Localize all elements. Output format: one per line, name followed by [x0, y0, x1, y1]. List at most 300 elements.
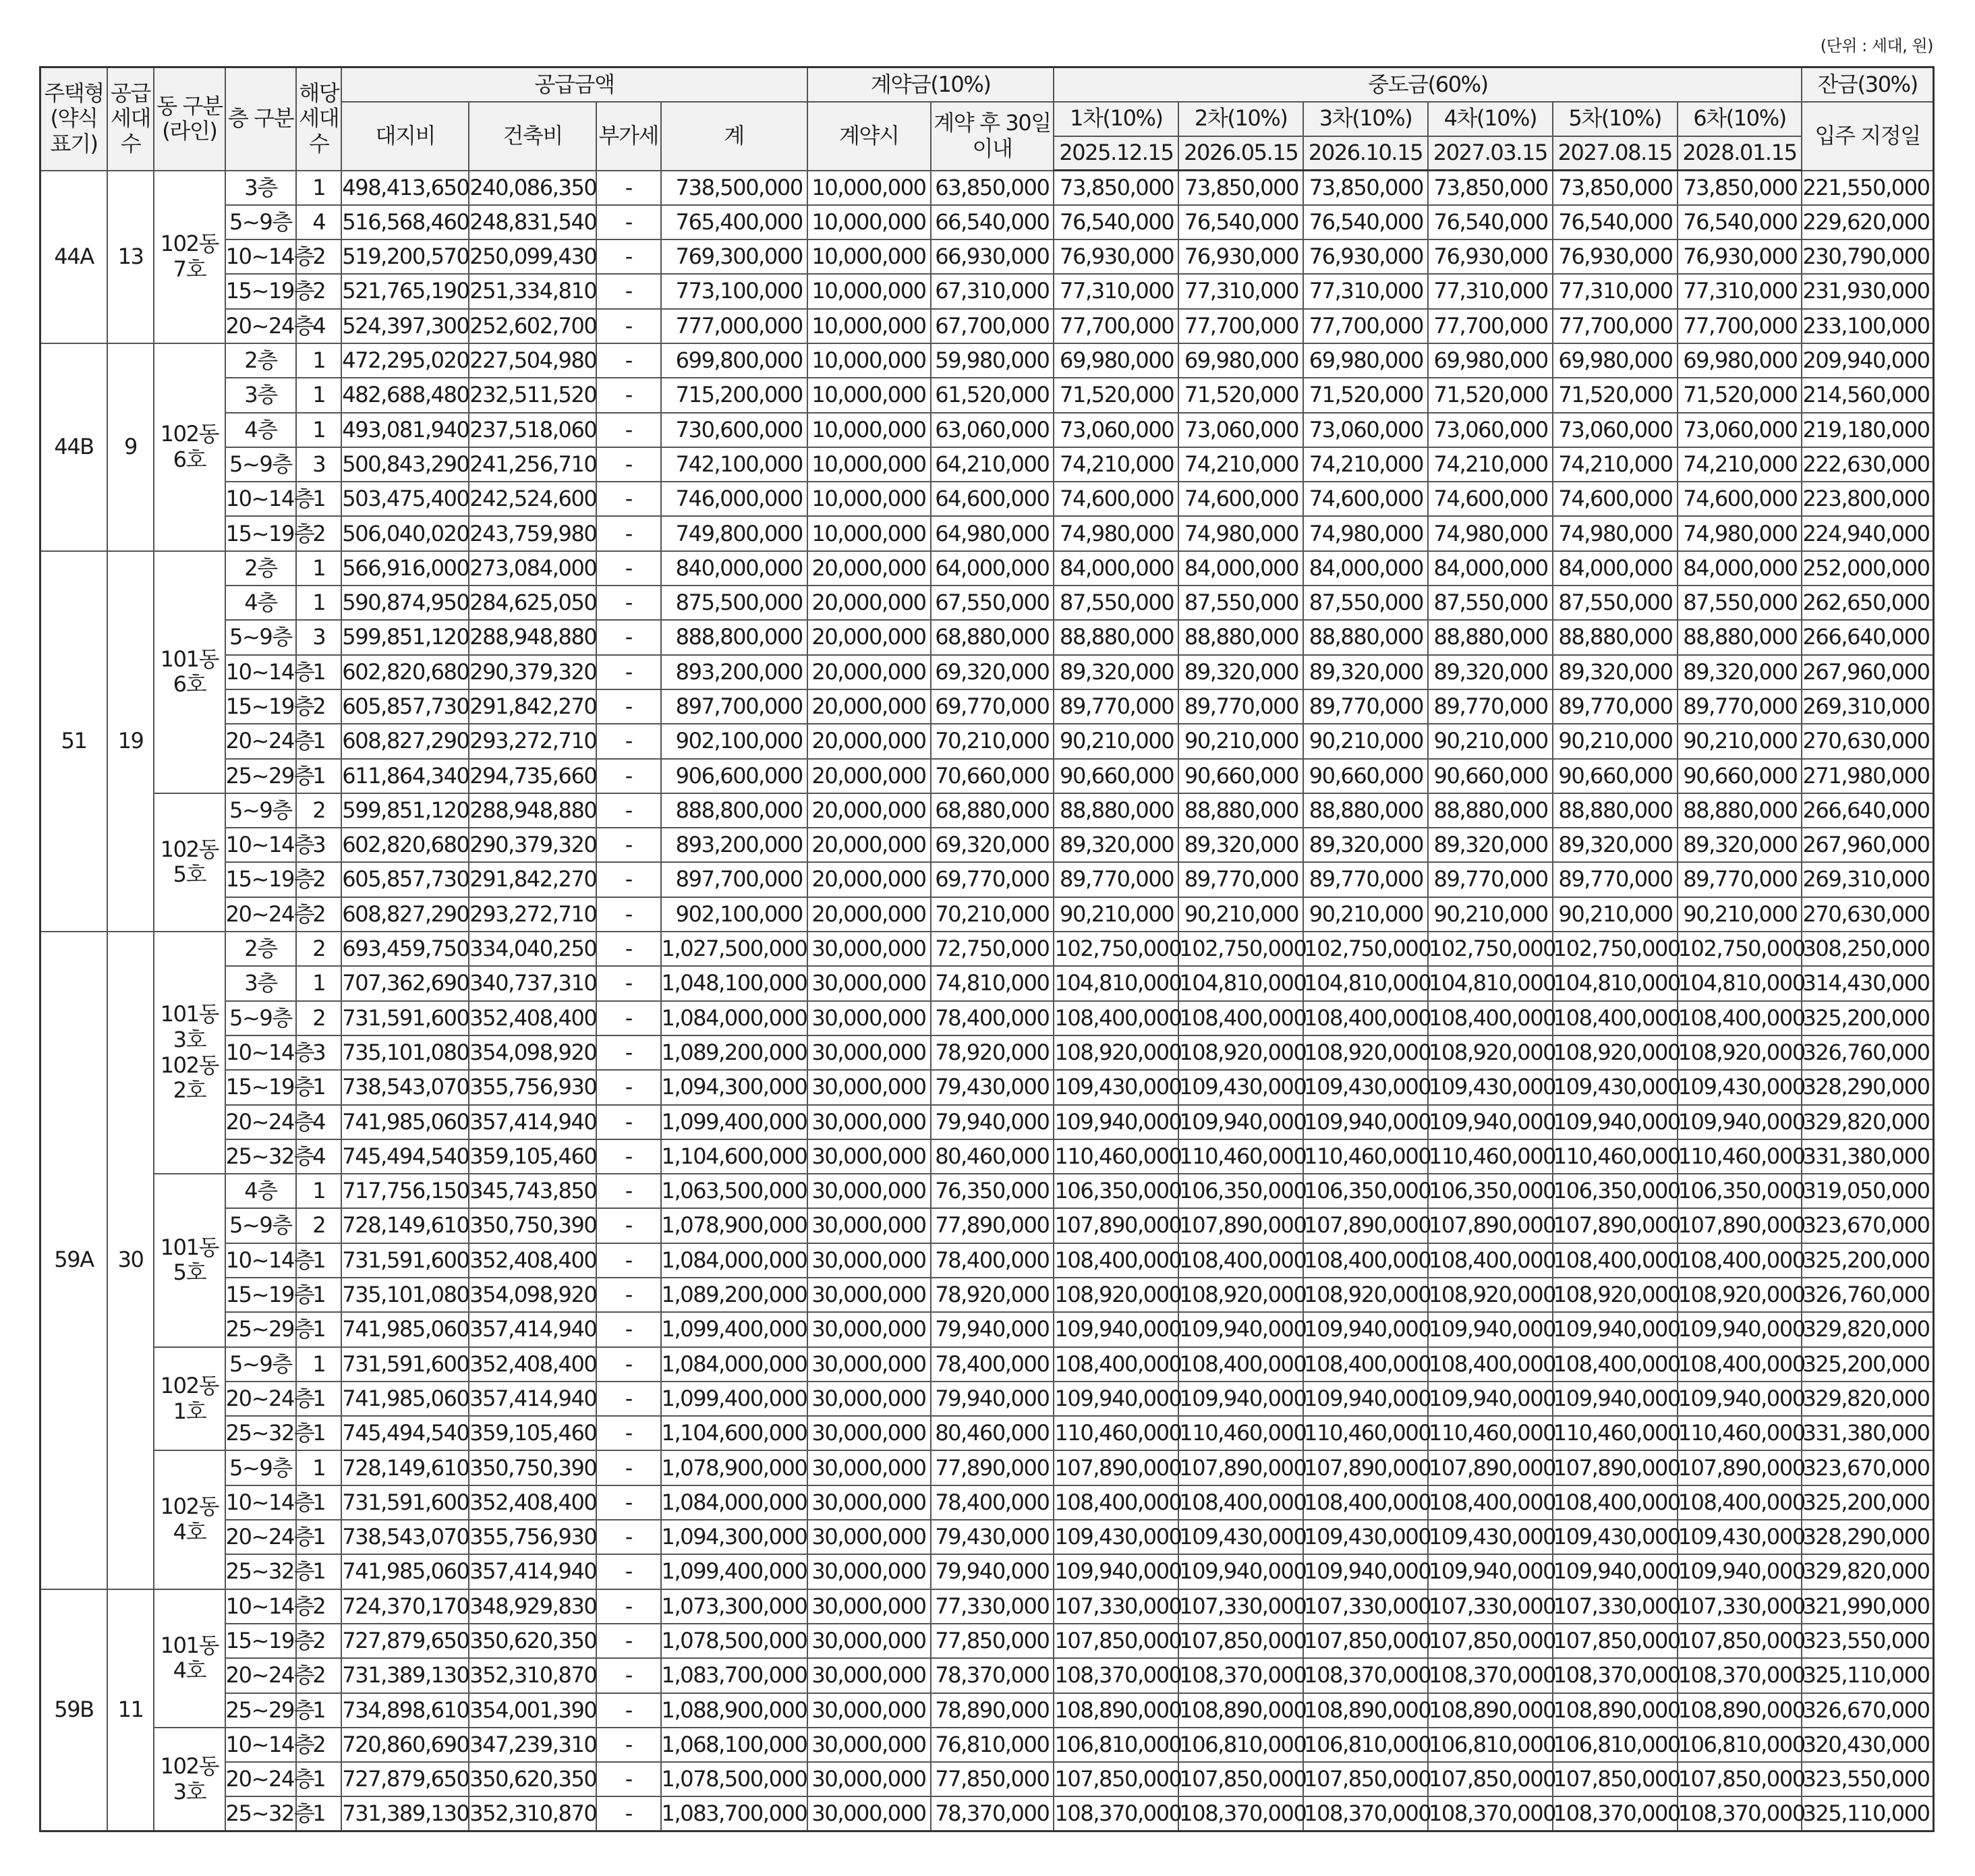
middle-payment-5-cell: 104,810,000 [1553, 966, 1678, 1000]
middle-payment-3-cell: 108,400,000 [1303, 1243, 1428, 1278]
table-row [40, 966, 1934, 1000]
building-cost-cell: 359,105,460 [469, 1416, 596, 1450]
vat-cell: - [596, 793, 660, 828]
table-row [40, 759, 1934, 793]
floor-cell: 15~19층 [225, 516, 297, 550]
middle-payment-2-cell: 104,810,000 [1178, 966, 1303, 1000]
building-cost-cell: 227,504,980 [469, 343, 596, 378]
col-building-cost: 건축비 [469, 102, 596, 171]
middle-payment-2-cell: 109,430,000 [1178, 1520, 1303, 1554]
middle-payment-4-cell: 109,430,000 [1428, 1070, 1553, 1104]
deposit-at-cell: 30,000,000 [807, 1520, 931, 1554]
balance-cell: 231,930,000 [1802, 274, 1933, 308]
middle-payment-3-cell: 109,430,000 [1303, 1520, 1428, 1554]
total-cell: 1,089,200,000 [661, 1278, 807, 1312]
building-cost-cell: 237,518,060 [469, 413, 596, 447]
table-row [40, 1174, 1934, 1208]
floor-cell: 5~9층 [225, 1208, 297, 1243]
supply-units-cell: 13 [107, 171, 154, 343]
building-cost-cell: 293,272,710 [469, 897, 596, 932]
middle-payment-3-cell: 110,460,000 [1303, 1416, 1428, 1450]
middle-payment-4-cell: 90,210,000 [1428, 897, 1553, 932]
balance-cell: 223,800,000 [1802, 482, 1933, 516]
building-cost-cell: 354,098,920 [469, 1278, 596, 1312]
floor-cell: 10~14층 [225, 482, 297, 516]
middle-payment-5-cell: 102,750,000 [1553, 932, 1678, 966]
middle-payment-3-cell: 108,400,000 [1303, 1001, 1428, 1035]
middle-payment-2-cell: 110,460,000 [1178, 1416, 1303, 1450]
middle-payment-3-cell: 108,400,000 [1303, 1485, 1428, 1520]
middle-payment-2-cell: 108,400,000 [1178, 1001, 1303, 1035]
land-cost-cell: 506,040,020 [341, 516, 469, 550]
col-vat: 부가세 [596, 102, 660, 171]
table-row [40, 1693, 1934, 1728]
land-cost-cell: 524,397,300 [341, 309, 469, 343]
vat-cell: - [596, 516, 660, 550]
units-cell: 2 [296, 689, 341, 724]
building-cost-cell: 291,842,270 [469, 862, 596, 897]
middle-payment-2-cell: 90,210,000 [1178, 897, 1303, 932]
land-cost-cell: 605,857,730 [341, 862, 469, 897]
middle-payment-1-cell: 89,320,000 [1054, 655, 1178, 689]
middle-payment-3-cell: 88,880,000 [1303, 793, 1428, 828]
vat-cell: - [596, 1208, 660, 1243]
middle-payment-5-cell: 109,430,000 [1553, 1520, 1678, 1554]
middle-payment-5-cell: 106,810,000 [1553, 1728, 1678, 1762]
vat-cell: - [596, 274, 660, 308]
balance-cell: 331,380,000 [1802, 1416, 1933, 1450]
col-deposit: 계약금(10%) [807, 67, 1054, 102]
middle-payment-5-cell: 108,400,000 [1553, 1243, 1678, 1278]
total-cell: 1,027,500,000 [661, 932, 807, 966]
col-middle-1: 1차(10%) [1054, 102, 1178, 136]
total-cell: 893,200,000 [661, 655, 807, 689]
middle-payment-3-cell: 107,890,000 [1303, 1208, 1428, 1243]
middle-payment-6-cell: 109,940,000 [1678, 1382, 1802, 1416]
table-row [40, 413, 1934, 447]
middle-payment-6-cell: 108,400,000 [1678, 1347, 1802, 1382]
col-middle-5-date: 2027.08.15 [1553, 136, 1678, 171]
deposit-at-cell: 30,000,000 [807, 1693, 931, 1728]
building-cost-cell: 291,842,270 [469, 689, 596, 724]
middle-payment-1-cell: 108,400,000 [1054, 1347, 1178, 1382]
land-cost-cell: 693,459,750 [341, 932, 469, 966]
middle-payment-5-cell: 109,940,000 [1553, 1554, 1678, 1589]
building-cost-cell: 352,408,400 [469, 1001, 596, 1035]
units-cell: 1 [296, 724, 341, 758]
middle-payment-1-cell: 109,940,000 [1054, 1554, 1178, 1589]
balance-cell: 320,430,000 [1802, 1728, 1933, 1762]
units-cell: 1 [296, 655, 341, 689]
vat-cell: - [596, 932, 660, 966]
table-row [40, 482, 1934, 516]
land-cost-cell: 745,494,540 [341, 1416, 469, 1450]
land-cost-cell: 724,370,170 [341, 1589, 469, 1624]
units-cell: 4 [296, 1139, 341, 1174]
deposit-after-cell: 76,350,000 [931, 1174, 1054, 1208]
deposit-after-cell: 78,370,000 [931, 1658, 1054, 1693]
building-cost-cell: 355,756,930 [469, 1070, 596, 1104]
vat-cell: - [596, 1693, 660, 1728]
deposit-at-cell: 30,000,000 [807, 1658, 931, 1693]
table-row [40, 793, 1934, 828]
middle-payment-5-cell: 107,850,000 [1553, 1624, 1678, 1658]
middle-payment-2-cell: 108,370,000 [1178, 1658, 1303, 1693]
table-row [40, 1624, 1934, 1658]
deposit-at-cell: 20,000,000 [807, 828, 931, 862]
deposit-after-cell: 77,850,000 [931, 1762, 1054, 1796]
deposit-at-cell: 30,000,000 [807, 1554, 931, 1589]
middle-payment-6-cell: 107,890,000 [1678, 1450, 1802, 1485]
total-cell: 769,300,000 [661, 239, 807, 274]
building-line-cell: 102동 7호 [154, 171, 225, 343]
deposit-at-cell: 30,000,000 [807, 1728, 931, 1762]
middle-payment-3-cell: 89,320,000 [1303, 655, 1428, 689]
middle-payment-1-cell: 90,210,000 [1054, 724, 1178, 758]
deposit-at-cell: 10,000,000 [807, 274, 931, 308]
units-cell: 2 [296, 897, 341, 932]
land-cost-cell: 599,851,120 [341, 620, 469, 654]
building-cost-cell: 347,239,310 [469, 1728, 596, 1762]
middle-payment-3-cell: 90,210,000 [1303, 724, 1428, 758]
middle-payment-2-cell: 108,400,000 [1178, 1347, 1303, 1382]
middle-payment-1-cell: 73,060,000 [1054, 413, 1178, 447]
middle-payment-2-cell: 107,850,000 [1178, 1762, 1303, 1796]
land-cost-cell: 728,149,610 [341, 1208, 469, 1243]
table-row [40, 862, 1934, 897]
building-cost-cell: 352,408,400 [469, 1485, 596, 1520]
balance-cell: 209,940,000 [1802, 343, 1933, 378]
table-row [40, 724, 1934, 758]
deposit-at-cell: 30,000,000 [807, 1174, 931, 1208]
floor-cell: 20~24층 [225, 1658, 297, 1693]
balance-cell: 321,990,000 [1802, 1589, 1933, 1624]
balance-cell: 319,050,000 [1802, 1174, 1933, 1208]
units-cell: 1 [296, 1554, 341, 1589]
total-cell: 1,099,400,000 [661, 1105, 807, 1139]
vat-cell: - [596, 620, 660, 654]
middle-payment-1-cell: 89,770,000 [1054, 689, 1178, 724]
middle-payment-6-cell: 84,000,000 [1678, 551, 1802, 586]
col-middle-3: 3차(10%) [1303, 102, 1428, 136]
middle-payment-3-cell: 108,400,000 [1303, 1347, 1428, 1382]
floor-cell: 15~19층 [225, 1278, 297, 1312]
total-cell: 897,700,000 [661, 862, 807, 897]
middle-payment-4-cell: 104,810,000 [1428, 966, 1553, 1000]
table-row [40, 1382, 1934, 1416]
units-cell: 2 [296, 793, 341, 828]
middle-payment-1-cell: 88,880,000 [1054, 620, 1178, 654]
middle-payment-1-cell: 74,210,000 [1054, 447, 1178, 482]
deposit-after-cell: 72,750,000 [931, 932, 1054, 966]
middle-payment-1-cell: 109,940,000 [1054, 1312, 1178, 1346]
middle-payment-4-cell: 102,750,000 [1428, 932, 1553, 966]
house-type-cell: 51 [40, 551, 108, 932]
middle-payment-1-cell: 107,850,000 [1054, 1762, 1178, 1796]
middle-payment-6-cell: 110,460,000 [1678, 1139, 1802, 1174]
middle-payment-2-cell: 110,460,000 [1178, 1139, 1303, 1174]
col-middle-5: 5차(10%) [1553, 102, 1678, 136]
supply-units-cell: 9 [107, 343, 154, 551]
vat-cell: - [596, 1554, 660, 1589]
middle-payment-6-cell: 88,880,000 [1678, 793, 1802, 828]
middle-payment-4-cell: 84,000,000 [1428, 551, 1553, 586]
deposit-at-cell: 30,000,000 [807, 1105, 931, 1139]
land-cost-cell: 493,081,940 [341, 413, 469, 447]
floor-cell: 2층 [225, 932, 297, 966]
vat-cell: - [596, 1312, 660, 1346]
vat-cell: - [596, 343, 660, 378]
table-row [40, 447, 1934, 482]
middle-payment-5-cell: 89,770,000 [1553, 862, 1678, 897]
table-row [40, 655, 1934, 689]
middle-payment-4-cell: 89,770,000 [1428, 862, 1553, 897]
deposit-at-cell: 10,000,000 [807, 239, 931, 274]
table-row [40, 1001, 1934, 1035]
vat-cell: - [596, 655, 660, 689]
middle-payment-2-cell: 74,600,000 [1178, 482, 1303, 516]
balance-cell: 269,310,000 [1802, 862, 1933, 897]
units-cell: 1 [296, 378, 341, 412]
middle-payment-1-cell: 87,550,000 [1054, 586, 1178, 620]
vat-cell: - [596, 1105, 660, 1139]
middle-payment-4-cell: 109,940,000 [1428, 1554, 1553, 1589]
middle-payment-2-cell: 90,660,000 [1178, 759, 1303, 793]
middle-payment-3-cell: 107,890,000 [1303, 1450, 1428, 1485]
table-row [40, 1520, 1934, 1554]
deposit-after-cell: 66,930,000 [931, 239, 1054, 274]
building-cost-cell: 350,750,390 [469, 1208, 596, 1243]
middle-payment-4-cell: 73,060,000 [1428, 413, 1553, 447]
middle-payment-6-cell: 88,880,000 [1678, 620, 1802, 654]
middle-payment-4-cell: 74,210,000 [1428, 447, 1553, 482]
middle-payment-1-cell: 110,460,000 [1054, 1139, 1178, 1174]
deposit-at-cell: 20,000,000 [807, 620, 931, 654]
units-cell: 2 [296, 1658, 341, 1693]
deposit-after-cell: 77,850,000 [931, 1624, 1054, 1658]
total-cell: 1,083,700,000 [661, 1796, 807, 1831]
deposit-at-cell: 30,000,000 [807, 1347, 931, 1382]
units-cell: 1 [296, 413, 341, 447]
price-table [39, 66, 1935, 1832]
middle-payment-1-cell: 109,940,000 [1054, 1382, 1178, 1416]
floor-cell: 15~19층 [225, 1070, 297, 1104]
building-cost-cell: 357,414,940 [469, 1382, 596, 1416]
middle-payment-3-cell: 109,430,000 [1303, 1070, 1428, 1104]
middle-payment-2-cell: 77,310,000 [1178, 274, 1303, 308]
total-cell: 893,200,000 [661, 828, 807, 862]
middle-payment-5-cell: 88,880,000 [1553, 620, 1678, 654]
table-body [40, 171, 1934, 1831]
middle-payment-5-cell: 88,880,000 [1553, 793, 1678, 828]
vat-cell: - [596, 1624, 660, 1658]
total-cell: 1,084,000,000 [661, 1243, 807, 1278]
middle-payment-3-cell: 69,980,000 [1303, 343, 1428, 378]
middle-payment-6-cell: 71,520,000 [1678, 378, 1802, 412]
middle-payment-2-cell: 88,880,000 [1178, 620, 1303, 654]
deposit-after-cell: 64,600,000 [931, 482, 1054, 516]
table-row [40, 1796, 1934, 1831]
middle-payment-2-cell: 77,700,000 [1178, 309, 1303, 343]
floor-cell: 25~32층 [225, 1416, 297, 1450]
middle-payment-4-cell: 108,400,000 [1428, 1001, 1553, 1035]
col-deposit-at: 계약시 [807, 102, 931, 171]
middle-payment-1-cell: 74,980,000 [1054, 516, 1178, 550]
floor-cell: 25~29층 [225, 759, 297, 793]
col-supply-amount: 공급금액 [341, 67, 807, 102]
middle-payment-1-cell: 108,400,000 [1054, 1001, 1178, 1035]
middle-payment-2-cell: 106,810,000 [1178, 1728, 1303, 1762]
middle-payment-3-cell: 89,770,000 [1303, 862, 1428, 897]
middle-payment-3-cell: 77,700,000 [1303, 309, 1428, 343]
floor-cell: 5~9층 [225, 1450, 297, 1485]
floor-cell: 20~24층 [225, 1382, 297, 1416]
middle-payment-6-cell: 90,210,000 [1678, 897, 1802, 932]
deposit-after-cell: 79,430,000 [931, 1520, 1054, 1554]
deposit-at-cell: 30,000,000 [807, 1796, 931, 1831]
balance-cell: 233,100,000 [1802, 309, 1933, 343]
col-middle-payment: 중도금(60%) [1054, 67, 1802, 102]
middle-payment-4-cell: 109,940,000 [1428, 1382, 1553, 1416]
deposit-after-cell: 69,320,000 [931, 655, 1054, 689]
deposit-after-cell: 78,920,000 [931, 1035, 1054, 1070]
middle-payment-3-cell: 107,330,000 [1303, 1589, 1428, 1624]
total-cell: 777,000,000 [661, 309, 807, 343]
land-cost-cell: 731,389,130 [341, 1658, 469, 1693]
balance-cell: 308,250,000 [1802, 932, 1933, 966]
units-cell: 2 [296, 862, 341, 897]
balance-cell: 328,290,000 [1802, 1520, 1933, 1554]
middle-payment-1-cell: 84,000,000 [1054, 551, 1178, 586]
middle-payment-1-cell: 106,810,000 [1054, 1728, 1178, 1762]
floor-cell: 5~9층 [225, 620, 297, 654]
middle-payment-5-cell: 110,460,000 [1553, 1139, 1678, 1174]
land-cost-cell: 472,295,020 [341, 343, 469, 378]
middle-payment-5-cell: 74,600,000 [1553, 482, 1678, 516]
units-cell: 1 [296, 1416, 341, 1450]
deposit-after-cell: 70,660,000 [931, 759, 1054, 793]
vat-cell: - [596, 862, 660, 897]
table-row [40, 1485, 1934, 1520]
unit-note: (단위 : 세대, 원) [1820, 36, 1933, 55]
floor-cell: 10~14층 [225, 1589, 297, 1624]
col-floor: 층 구분 [225, 67, 297, 171]
land-cost-cell: 482,688,480 [341, 378, 469, 412]
middle-payment-4-cell: 106,350,000 [1428, 1174, 1553, 1208]
building-cost-cell: 350,750,390 [469, 1450, 596, 1485]
balance-cell: 325,200,000 [1802, 1001, 1933, 1035]
vat-cell: - [596, 759, 660, 793]
balance-cell: 325,200,000 [1802, 1347, 1933, 1382]
vat-cell: - [596, 1035, 660, 1070]
table-row [40, 1139, 1934, 1174]
floor-cell: 25~32층 [225, 1796, 297, 1831]
middle-payment-6-cell: 108,890,000 [1678, 1693, 1802, 1728]
deposit-at-cell: 30,000,000 [807, 1208, 931, 1243]
col-balance: 잔금(30%) [1802, 67, 1933, 102]
floor-cell: 10~14층 [225, 239, 297, 274]
middle-payment-3-cell: 109,940,000 [1303, 1554, 1428, 1589]
middle-payment-1-cell: 89,320,000 [1054, 828, 1178, 862]
floor-cell: 10~14층 [225, 828, 297, 862]
deposit-after-cell: 78,400,000 [931, 1243, 1054, 1278]
units-cell: 3 [296, 620, 341, 654]
total-cell: 746,000,000 [661, 482, 807, 516]
middle-payment-1-cell: 89,770,000 [1054, 862, 1178, 897]
deposit-at-cell: 20,000,000 [807, 551, 931, 586]
middle-payment-6-cell: 89,320,000 [1678, 655, 1802, 689]
middle-payment-5-cell: 90,210,000 [1553, 724, 1678, 758]
land-cost-cell: 608,827,290 [341, 724, 469, 758]
middle-payment-4-cell: 106,810,000 [1428, 1728, 1553, 1762]
middle-payment-6-cell: 89,320,000 [1678, 828, 1802, 862]
middle-payment-4-cell: 76,540,000 [1428, 205, 1553, 239]
balance-cell: 326,670,000 [1802, 1693, 1933, 1728]
total-cell: 1,048,100,000 [661, 966, 807, 1000]
table-row [40, 828, 1934, 862]
middle-payment-2-cell: 73,850,000 [1178, 171, 1303, 205]
building-cost-cell: 232,511,520 [469, 378, 596, 412]
middle-payment-6-cell: 73,850,000 [1678, 171, 1802, 205]
land-cost-cell: 731,591,600 [341, 1001, 469, 1035]
vat-cell: - [596, 1796, 660, 1831]
middle-payment-5-cell: 109,940,000 [1553, 1312, 1678, 1346]
deposit-after-cell: 67,550,000 [931, 586, 1054, 620]
middle-payment-1-cell: 77,310,000 [1054, 274, 1178, 308]
total-cell: 1,099,400,000 [661, 1554, 807, 1589]
units-cell: 1 [296, 966, 341, 1000]
building-cost-cell: 357,414,940 [469, 1554, 596, 1589]
middle-payment-4-cell: 107,850,000 [1428, 1624, 1553, 1658]
middle-payment-6-cell: 69,980,000 [1678, 343, 1802, 378]
middle-payment-1-cell: 77,700,000 [1054, 309, 1178, 343]
units-cell: 1 [296, 759, 341, 793]
units-cell: 1 [296, 1382, 341, 1416]
middle-payment-2-cell: 69,980,000 [1178, 343, 1303, 378]
deposit-at-cell: 10,000,000 [807, 516, 931, 550]
middle-payment-2-cell: 84,000,000 [1178, 551, 1303, 586]
middle-payment-2-cell: 71,520,000 [1178, 378, 1303, 412]
land-cost-cell: 741,985,060 [341, 1382, 469, 1416]
deposit-after-cell: 78,400,000 [931, 1485, 1054, 1520]
land-cost-cell: 735,101,080 [341, 1035, 469, 1070]
middle-payment-5-cell: 73,060,000 [1553, 413, 1678, 447]
middle-payment-5-cell: 77,700,000 [1553, 309, 1678, 343]
floor-cell: 2층 [225, 343, 297, 378]
units-cell: 3 [296, 447, 341, 482]
building-cost-cell: 334,040,250 [469, 932, 596, 966]
building-cost-cell: 284,625,050 [469, 586, 596, 620]
middle-payment-4-cell: 77,310,000 [1428, 274, 1553, 308]
units-cell: 2 [296, 239, 341, 274]
middle-payment-6-cell: 77,700,000 [1678, 309, 1802, 343]
middle-payment-5-cell: 77,310,000 [1553, 274, 1678, 308]
deposit-at-cell: 10,000,000 [807, 378, 931, 412]
middle-payment-5-cell: 109,940,000 [1553, 1382, 1678, 1416]
total-cell: 888,800,000 [661, 793, 807, 828]
floor-cell: 15~19층 [225, 689, 297, 724]
middle-payment-4-cell: 107,850,000 [1428, 1762, 1553, 1796]
middle-payment-4-cell: 110,460,000 [1428, 1139, 1553, 1174]
total-cell: 1,094,300,000 [661, 1070, 807, 1104]
deposit-at-cell: 30,000,000 [807, 1035, 931, 1070]
deposit-after-cell: 78,370,000 [931, 1796, 1054, 1831]
land-cost-cell: 521,765,190 [341, 274, 469, 308]
vat-cell: - [596, 1762, 660, 1796]
middle-payment-5-cell: 108,920,000 [1553, 1035, 1678, 1070]
balance-cell: 314,430,000 [1802, 966, 1933, 1000]
middle-payment-4-cell: 87,550,000 [1428, 586, 1553, 620]
